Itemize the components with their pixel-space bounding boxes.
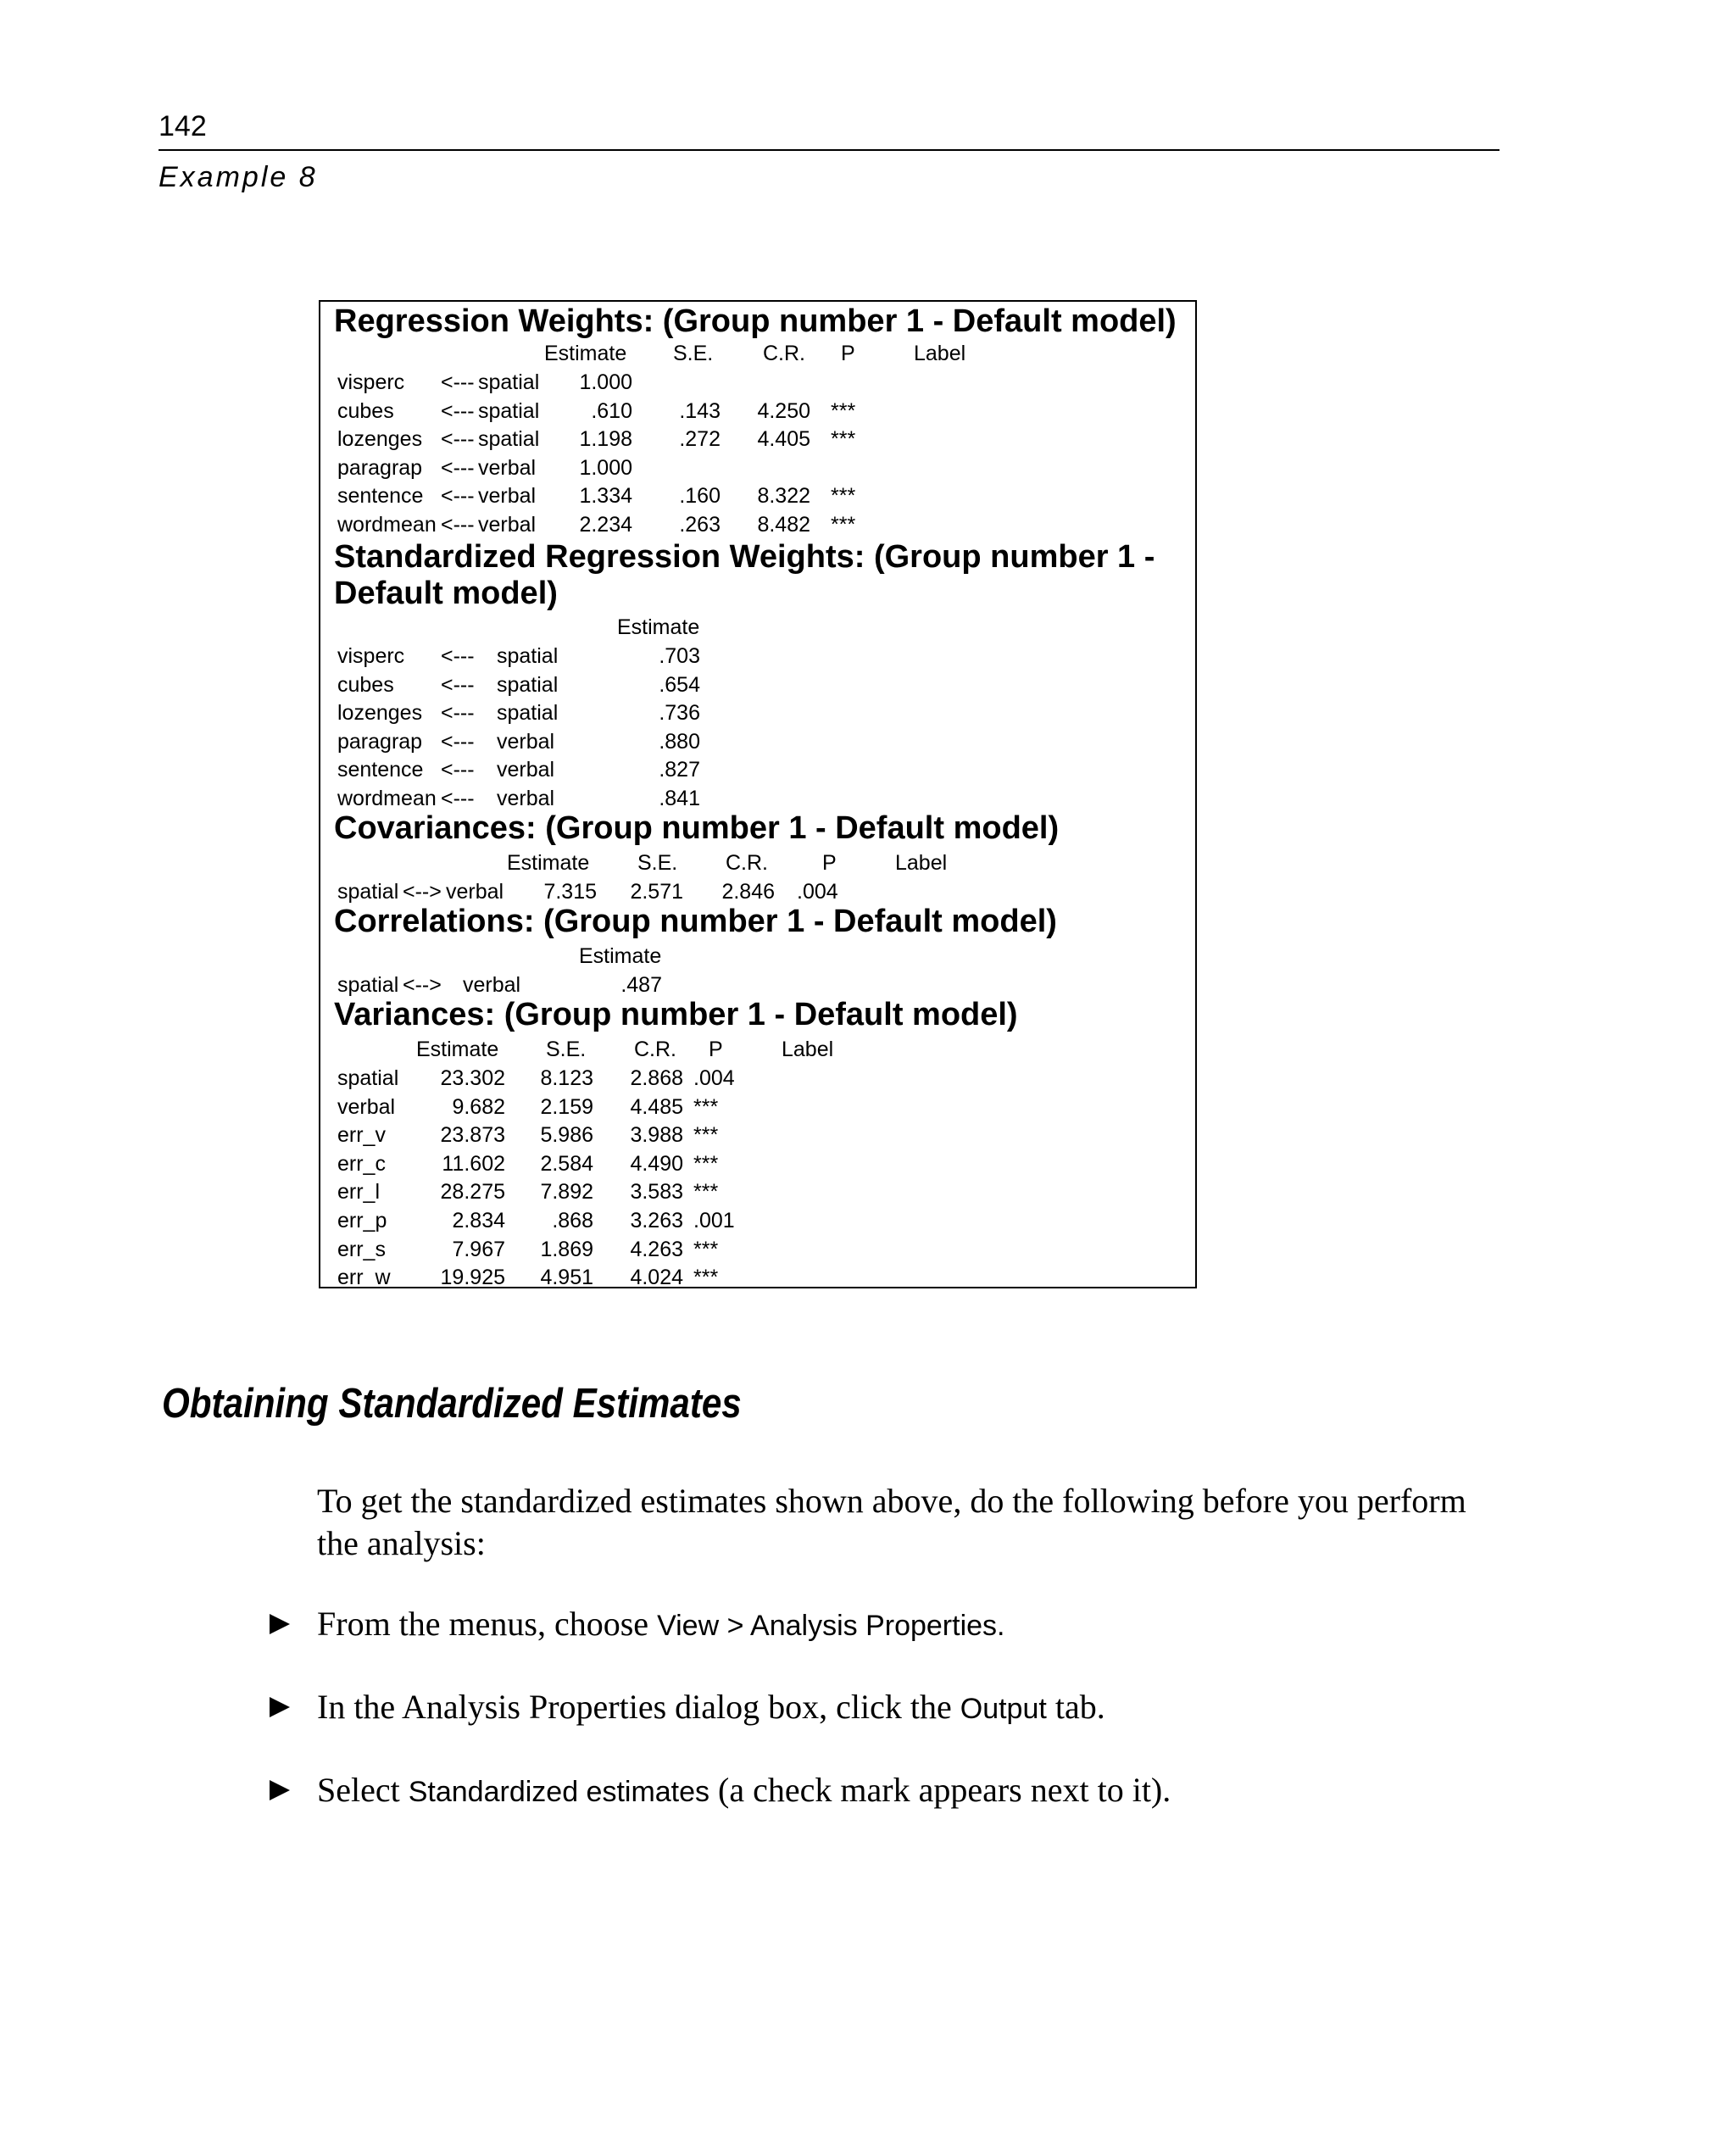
regression-row-estimate: 2.234 [579, 513, 632, 537]
std-regression-row-arrow: <--- [441, 787, 475, 810]
regression-row-variable: wordmean [337, 513, 437, 537]
covariance-row-cr: 2.846 [721, 880, 775, 904]
regression-row-p: *** [831, 513, 856, 537]
covariances-col-header: S.E. [637, 851, 678, 875]
variance-row-se: 2.159 [540, 1094, 593, 1119]
variance-row-p: *** [693, 1266, 719, 1290]
regression-row-variable: paragrap [337, 455, 423, 480]
variance-row-p: .004 [693, 1066, 735, 1090]
page-number: 142 [159, 110, 207, 142]
regression-row-se: .263 [679, 513, 721, 537]
std-regression-row-variable: visperc [337, 644, 405, 668]
std-regression-row-variable: lozenges [337, 701, 423, 726]
variances-col-header: P [709, 1038, 723, 1061]
variances-title: Variances: (Group number 1 - Default model) [334, 997, 1018, 1032]
regression-row-p: *** [831, 427, 856, 452]
variance-row-cr: 4.024 [630, 1266, 683, 1290]
variance-row-se: 5.986 [540, 1123, 593, 1148]
variance-row-name: err_w [337, 1266, 391, 1290]
variance-row-cr: 2.868 [630, 1066, 683, 1090]
std-regression-weights-title-line2: Default model) [334, 576, 558, 611]
step-2-text-end: tab. [1046, 1688, 1105, 1726]
regression-row-factor: verbal [478, 513, 537, 537]
variance-row-p: *** [693, 1180, 719, 1205]
regression-row-estimate: 1.334 [579, 484, 632, 509]
variance-row-name: err_v [337, 1123, 386, 1148]
covariances-title: Covariances: (Group number 1 - Default model) [334, 810, 1060, 846]
std-regression-row-arrow: <--- [441, 758, 475, 782]
step-1-separator: > [719, 1610, 751, 1642]
variance-row-name: err_l [337, 1180, 381, 1205]
variances-col-header: Label [782, 1038, 834, 1061]
std-regression-row-arrow: <--- [441, 644, 475, 668]
header-rule [159, 149, 1500, 151]
section-heading: Obtaining Standardized Estimates [162, 1381, 742, 1427]
std-regression-weights-title-line1: Standardized Regression Weights: (Group number 1 - [334, 539, 1155, 575]
std-regression-row-factor: spatial [497, 644, 559, 668]
regression-row-factor: verbal [478, 455, 537, 480]
variances-col-header: Estimate [416, 1038, 499, 1061]
bullet-arrow-icon [270, 1780, 290, 1800]
variance-row-p: *** [693, 1123, 719, 1148]
correlations-col-header: Estimate [579, 944, 662, 968]
regression-row-se: .272 [679, 427, 721, 452]
std-regression-row-variable: paragrap [337, 729, 423, 754]
regression-row-se: .160 [679, 484, 721, 509]
regression-weights-title: Regression Weights: (Group number 1 - Default model) [334, 303, 1177, 339]
variance-row-estimate: 2.834 [452, 1209, 505, 1232]
std-regression-row-estimate: .703 [659, 644, 700, 668]
variance-row-p: *** [693, 1237, 719, 1261]
regression-row-cr: 8.322 [757, 484, 810, 509]
running-head: Example 8 [159, 161, 318, 193]
regression-row-estimate: 1.198 [579, 427, 632, 452]
variance-row-cr: 3.988 [630, 1123, 683, 1148]
std-regression-row-factor: spatial [497, 672, 559, 697]
regression-row-arrow: <--- [441, 398, 475, 423]
covariances-col-header: Label [895, 851, 948, 875]
step-3 [317, 1770, 1171, 1810]
step-3-standardized-estimates: Standardized estimates [408, 1776, 710, 1808]
std-regression-weights-col-header: Estimate [617, 615, 700, 639]
step-2-output-tab: Output [960, 1693, 1047, 1725]
correlation-row-var1: spatial [337, 973, 399, 997]
bullet-arrow-icon [270, 1614, 290, 1634]
regression-weights-col-header: C.R. [763, 342, 805, 365]
covariance-row-p: .004 [797, 880, 838, 904]
variance-row-p: *** [693, 1151, 719, 1176]
correlation-row-estimate: .487 [620, 973, 662, 997]
variance-row-name: err_s [337, 1237, 386, 1261]
regression-row-arrow: <--- [441, 484, 475, 509]
correlation-row-arrow: <--> [403, 973, 442, 997]
covariances-col-header: C.R. [726, 851, 768, 875]
std-regression-row-factor: spatial [497, 701, 559, 726]
variance-row-name: verbal [337, 1094, 396, 1119]
covariances-col-header: Estimate [507, 851, 590, 875]
std-regression-row-estimate: .827 [659, 758, 700, 782]
variance-row-cr: 3.263 [630, 1209, 683, 1232]
covariance-row-var2: verbal [446, 880, 504, 904]
variance-row-estimate: 9.682 [452, 1094, 505, 1119]
regression-row-p: *** [831, 484, 856, 509]
step-3-text: Select [317, 1771, 409, 1809]
correlation-row-var2: verbal [463, 973, 521, 997]
covariance-row-var1: spatial [337, 880, 399, 904]
bullet-arrow-icon [270, 1697, 290, 1717]
regression-row-arrow: <--- [441, 455, 475, 480]
variance-row-name: spatial [337, 1066, 399, 1090]
covariance-row-se: 2.571 [630, 880, 683, 904]
std-regression-row-estimate: .880 [659, 729, 700, 754]
variance-row-estimate: 23.873 [440, 1123, 505, 1148]
variance-row-estimate: 28.275 [440, 1180, 505, 1205]
std-regression-row-estimate: .736 [659, 701, 700, 726]
std-regression-row-arrow: <--- [441, 729, 475, 754]
regression-row-cr: 8.482 [757, 513, 810, 537]
variance-row-se: 2.584 [540, 1151, 593, 1176]
std-regression-row-variable: cubes [337, 672, 394, 697]
regression-row-variable: visperc [337, 370, 405, 394]
regression-row-estimate: 1.000 [579, 455, 632, 480]
std-regression-row-arrow: <--- [441, 672, 475, 697]
step-2-text: In the Analysis Properties dialog box, click the [317, 1688, 960, 1726]
regression-row-cr: 4.405 [757, 427, 810, 452]
std-regression-row-estimate: .654 [659, 672, 700, 697]
variance-row-name: err_p [337, 1209, 387, 1232]
step-1 [317, 1604, 1005, 1644]
regression-weights-col-header: S.E. [673, 342, 714, 365]
regression-row-arrow: <--- [441, 427, 475, 452]
covariance-row-arrow: <--> [403, 880, 442, 904]
regression-row-estimate: .610 [591, 398, 632, 423]
std-regression-row-factor: verbal [497, 758, 555, 782]
std-regression-row-factor: verbal [497, 787, 555, 810]
variances-col-header: S.E. [546, 1038, 587, 1061]
covariances-col-header: P [822, 851, 837, 875]
variance-row-se: .868 [552, 1209, 593, 1232]
regression-row-arrow: <--- [441, 370, 475, 394]
std-regression-row-variable: wordmean [337, 787, 437, 810]
std-regression-row-factor: verbal [497, 729, 555, 754]
regression-row-cr: 4.250 [757, 398, 810, 423]
variance-row-estimate: 7.967 [452, 1237, 505, 1261]
regression-row-estimate: 1.000 [579, 370, 632, 394]
variance-row-cr: 3.583 [630, 1180, 683, 1205]
covariance-row-estimate: 7.315 [543, 880, 597, 904]
step-1-menu-analysis-properties: Analysis Properties. [750, 1610, 1005, 1642]
variance-row-estimate: 19.925 [440, 1266, 505, 1290]
variance-row-name: err_c [337, 1151, 386, 1176]
regression-row-variable: cubes [337, 398, 394, 423]
intro-paragraph: To get the standardized estimates shown above, do the following before you perform the analysis: [317, 1482, 1466, 1562]
variance-row-estimate: 11.602 [442, 1151, 505, 1176]
regression-row-p: *** [831, 398, 856, 423]
regression-weights-col-header: P [841, 342, 855, 365]
step-1-text: From the menus, choose [317, 1605, 658, 1643]
std-regression-row-variable: sentence [337, 758, 424, 782]
step-2 [317, 1687, 1105, 1727]
variance-row-cr: 4.490 [630, 1151, 683, 1176]
regression-row-factor: spatial [478, 427, 540, 452]
std-regression-row-estimate: .841 [659, 787, 700, 810]
correlations-title: Correlations: (Group number 1 - Default model) [334, 904, 1057, 939]
step-3-text-end: (a check mark appears next to it). [709, 1771, 1171, 1809]
variance-row-se: 8.123 [540, 1066, 593, 1090]
variance-row-cr: 4.485 [630, 1094, 683, 1119]
variance-row-p: .001 [693, 1209, 735, 1232]
regression-weights-col-header: Label [914, 342, 966, 365]
regression-row-variable: sentence [337, 484, 424, 509]
variance-row-estimate: 23.302 [440, 1066, 505, 1090]
variances-col-header: C.R. [634, 1038, 676, 1061]
variance-row-p: *** [693, 1094, 719, 1119]
regression-row-se: .143 [679, 398, 721, 423]
regression-row-factor: spatial [478, 370, 540, 394]
regression-row-factor: spatial [478, 398, 540, 423]
std-regression-row-arrow: <--- [441, 701, 475, 726]
regression-row-arrow: <--- [441, 513, 475, 537]
step-1-menu-view: View [657, 1610, 720, 1642]
variance-row-cr: 4.263 [630, 1237, 683, 1261]
regression-row-variable: lozenges [337, 427, 423, 452]
regression-row-factor: verbal [478, 484, 537, 509]
regression-weights-col-header: Estimate [544, 342, 627, 365]
variance-row-se: 7.892 [540, 1180, 593, 1205]
variance-row-se: 1.869 [540, 1237, 593, 1261]
variance-row-se: 4.951 [540, 1266, 593, 1290]
